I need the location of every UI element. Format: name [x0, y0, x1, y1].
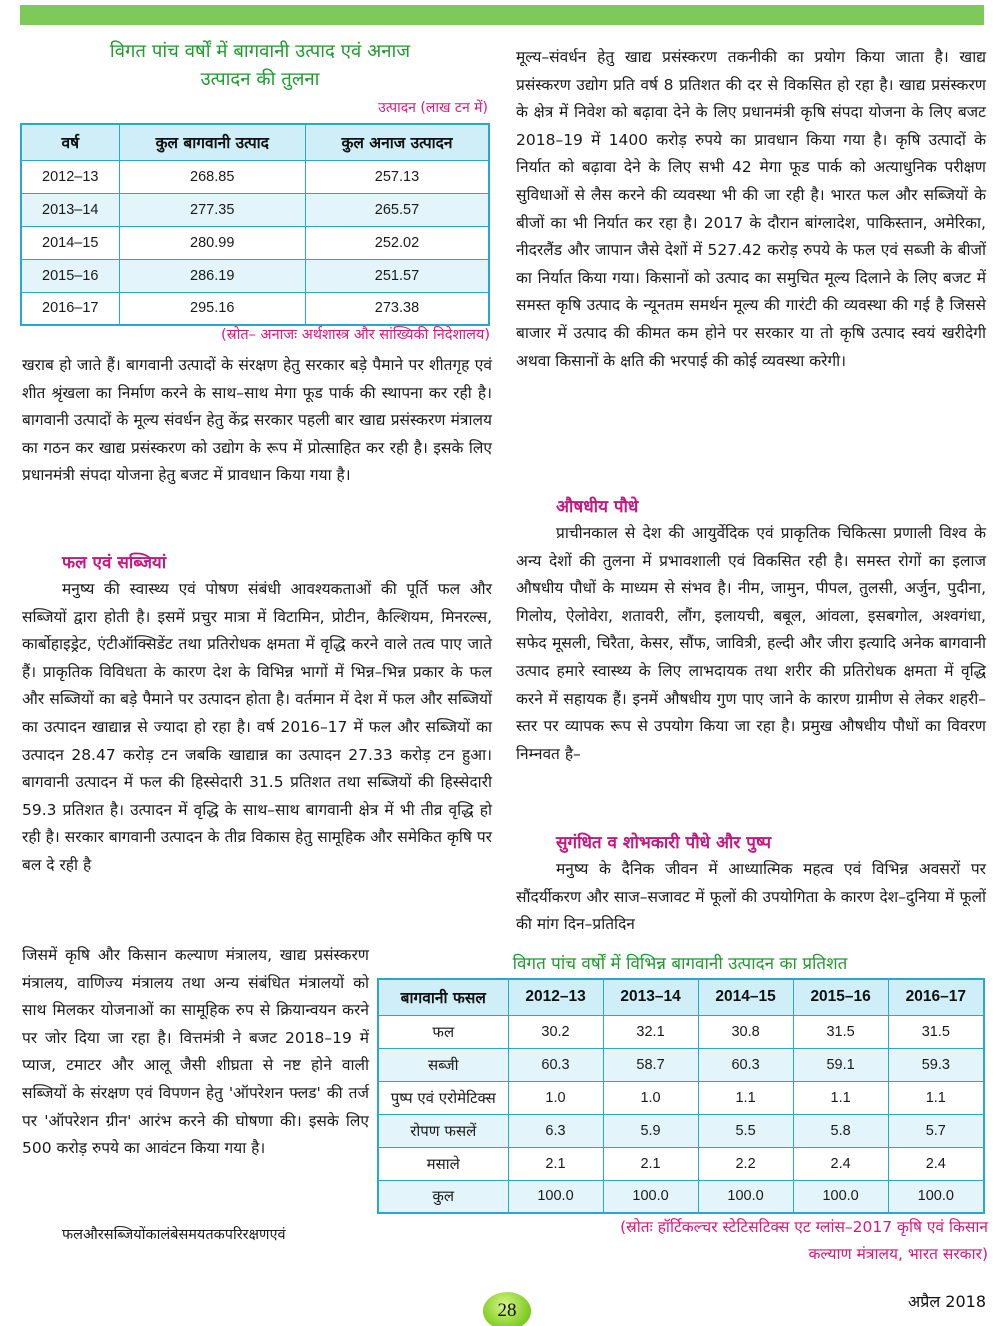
column-header: 2016–17 — [888, 979, 984, 1015]
table-cell: 2.1 — [508, 1147, 603, 1180]
right-paragraph-2: प्राचीनकाल से देश की आयुर्वेदिक एवं प्राकृतिक चिकित्सा प्रणाली विश्व के अन्य देशों की तुलना में प्रभावशाली एवं विकसित रही है। समस्त रोगों का इलाज औषधीय पौधों के माध्यम से संभव है। नीम, जामुन, पीपल, तुलसी, अर्जुन, पुदीना, गिलोय, ऐलोवेरा, शतावरी, लौंग, इलायची, बबूल, आंवला, इसबगोल, अश्वगंधा, सफेद मूसली, चिरैता, केसर, सौंफ, जावित्री, हल्दी और जीरा इत्यादि अनेक बागवानी उत्पाद हमारे स्वास्थ्य के लिए लाभदायक तथा शरीर की प्रतिरोधक क्षमता में वृद्धि करने में सहायक हैं। इनमें औषधीय गुण पाए जाने के कारण ग्रामीण से लेकर शहरी–स्तर पर व्यापक रूप से उपयोग किया जा रहा है। प्रमुख औषधीय पौधों का विवरण निम्नवत है– — [516, 524, 986, 763]
table-header-row — [378, 979, 984, 1015]
table-cell: 6.3 — [508, 1114, 603, 1147]
table-cell: 58.7 — [603, 1048, 698, 1081]
table-row — [21, 160, 489, 193]
table-cell: 2.2 — [698, 1147, 793, 1180]
page-number-badge: 28 — [483, 1292, 531, 1326]
table-cell: 2.4 — [888, 1147, 984, 1180]
table-cell: 60.3 — [508, 1048, 603, 1081]
table-cell: 2.1 — [603, 1147, 698, 1180]
table-cell: 5.5 — [698, 1114, 793, 1147]
table-row — [378, 1147, 984, 1180]
column-header: 2012–13 — [508, 979, 603, 1015]
table-row — [378, 1180, 984, 1213]
column-header: कुल बागवानी उत्पाद — [119, 124, 305, 160]
right-paragraph-1: मूल्य–संवर्धन हेतु खाद्य प्रसंस्करण तकनीकी का प्रयोग किया जाता है। खाद्य प्रसंस्करण उद्योग प्रति वर्ष 8 प्रतिशत की दर से विकसित हो रहा है। खाद्य प्रसंस्करण के क्षेत्र में निवेश को बढ़ावा देने के लिए प्रधानमंत्री कृषि संपदा योजना के लिए बजट 2018–19 में 1400 करोड़ रुपये का प्रावधान किया गया है। कृषि उत्पादों के निर्यात को बढ़ावा देने के लिए सभी 42 मेगा फूड पार्क को अत्याधुनिक परीक्षण सुविधाओं से लैस करने की व्यवस्था भी की जा रही है। भारत फल और सब्जियों के बीजों का भी निर्यात कर रहा है। 2017 के दौरान बांग्लादेश, पाकिस्तान, अमेरिका, नीदरलैंड और जापान जैसे देशों में 527.42 करोड़ रुपये के फल एवं सब्जी के बीजों का निर्यात किया गया। किसानों को उत्पाद का समुचित मूल्य दिलाने के लिए बजट में समस्त कृषि उत्पाद के न्यूनतम समर्थन मूल्य की गारंटी की व्यवस्था की गई है जिससे बाजार में उत्पाद की कीमत कम होने पर सरकार या तो कृषि उत्पाद स्वयं खरीदेगी अथवा किसानों के क्षति की भरपाई की कोई व्यवस्था करेगी। — [516, 48, 986, 370]
table2-source-line2: कल्याण मंत्रालय, भारत सरकार) — [808, 1245, 988, 1263]
table-cell: 2013–14 — [21, 193, 119, 226]
table-cell: 257.13 — [305, 160, 489, 193]
table1-title-line2: उत्पादन की तुलना — [200, 69, 320, 90]
table-cell: 100.0 — [793, 1180, 888, 1213]
table-cell: 100.0 — [508, 1180, 603, 1213]
table-row — [21, 259, 489, 292]
left-paragraph-3: फलऔरसब्जियोंकालंबेसमयतकपरिरक्षणएवं — [62, 1227, 286, 1243]
right-paragraph-3: मनुष्य के दैनिक जीवन में आध्यात्मिक महत्व एवं विभिन्न अवसरों पर सौंदर्यीकरण और साज–सजावट में फूलों की उपयोगिता के कारण देश–दुनिया में फूलों की मांग दिन–प्रतिदिन — [516, 860, 986, 934]
table-cell: 286.19 — [119, 259, 305, 292]
column-header: 2014–15 — [698, 979, 793, 1015]
table-cell: 31.5 — [793, 1015, 888, 1048]
heading-fruits-vegetables: फल एवं सब्जियां — [62, 553, 167, 573]
column-header: 2015–16 — [793, 979, 888, 1015]
table-cell: 30.8 — [698, 1015, 793, 1048]
table-cell: 30.2 — [508, 1015, 603, 1048]
table-cell: 280.99 — [119, 226, 305, 259]
table-cell: 252.02 — [305, 226, 489, 259]
table-cell: 2014–15 — [21, 226, 119, 259]
table-cell: 5.7 — [888, 1114, 984, 1147]
row-label: फल — [378, 1015, 508, 1048]
table-cell: 251.57 — [305, 259, 489, 292]
table-cell: 268.85 — [119, 160, 305, 193]
left-paragraph-2: मनुष्य की स्वास्थ्य एवं पोषण संबंधी आवश्यकताओं की पूर्ति फल और सब्जियों द्वारा होती है। इसमें प्रचुर मात्रा में विटामिन, प्रोटीन, कैल्शियम, मिनरल्स, कार्बोहाइड्रेट, एंटीऑक्सिडेंट तथा प्रतिरोधक क्षमता में वृद्धि करने वाले तत्व पाए जाते हैं। प्राकृतिक विविधता के कारण देश के विभिन्न भागों में भिन्न–भिन्न प्रकार के फल और सब्जियों का बड़े पैमाने पर उत्पादन होता है। वर्तमान में देश में फल और सब्जियों का उत्पादन खाद्यान्न से ज्यादा हो रहा है। वर्ष 2016–17 में फल और सब्जियों का उत्पादन 28.47 करोड़ टन जबकि खाद्यान्न का उत्पादन 27.33 करोड़ टन हुआ। बागवानी उत्पादन में फल की हिस्सेदारी 31.5 प्रतिशत तथा सब्जियों की हिस्सेदारी 59.3 प्रतिशत है। उत्पादन में वृद्धि के साथ–साथ बागवानी क्षेत्र में भी तीव्र वृद्धि हो रही है। सरकार बागवानी उत्पादन के तीव्र विकास हेतु सामूहिक और समेकित कृषि पर बल दे रही है — [22, 580, 492, 874]
column-header: 2013–14 — [603, 979, 698, 1015]
column-header: कुल अनाज उत्पादन — [305, 124, 489, 160]
table-cell: 1.0 — [508, 1081, 603, 1114]
left-paragraph-2-narrow: जिसमें कृषि और किसान कल्याण मंत्रालय, खाद्य प्रसंस्करण मंत्रालय, वाणिज्य मंत्रालय तथा अन्य संबंधित मंत्रालयों को साथ मिलकर योजनाओं का सामूहिक रुप से क्रियान्वयन करने पर जोर दिया जा रहा है। वित्तमंत्री ने बजट 2018–19 में प्याज, टमाटर और आलू जैसी शीघ्रता से नष्ट होने वाली सब्जियों के संरक्षण एवं विपणन हेतु 'ऑपरेशन फ्लड' की तर्ज पर 'ऑपरेशन ग्रीन' आरंभ करने की घोषणा की। इसके लिए 500 करोड़ रुपये का आवंटन किया गया है। — [22, 946, 369, 1158]
table-row — [378, 1048, 984, 1081]
table-cell: 2015–16 — [21, 259, 119, 292]
heading-medicinal-plants: औषधीय पौधे — [556, 497, 639, 517]
table-row — [378, 1081, 984, 1114]
table-row — [21, 226, 489, 259]
table-cell: 1.1 — [698, 1081, 793, 1114]
table-cell: 5.9 — [603, 1114, 698, 1147]
table1-title-line1: विगत पांच वर्षों में बागवानी उत्पाद एवं अनाज — [109, 41, 411, 62]
table-cell: 59.1 — [793, 1048, 888, 1081]
row-label: मसाले — [378, 1147, 508, 1180]
row-label: सब्जी — [378, 1048, 508, 1081]
table-row — [21, 193, 489, 226]
row-label: रोपण फसलें — [378, 1114, 508, 1147]
heading-aromatic-plants: सुगंधित व शोभकारी पौधे और पुष्प — [556, 833, 772, 853]
column-header: बागवानी फसल — [378, 979, 508, 1015]
left-paragraph-1: खराब हो जाते हैं। बागवानी उत्पादों के संरक्षण हेतु सरकार बड़े पैमाने पर शीतगृह एवं शीत श्रृंखला का निर्माण करने के साथ–साथ मेगा फूड पार्क की स्थापना कर रही है। बागवानी उत्पादों के मूल्य संवर्धन हेतु केंद्र सरकार पहली बार खाद्य प्रसंस्करण मंत्रालय का गठन कर खाद्य प्रसंस्करण को उद्योग के रूप में प्रोत्साहित कर रही है। इसके लिए प्रधानमंत्री संपदा योजना हेतु बजट में प्रावधान किया गया है। — [22, 356, 492, 485]
table-cell: 5.8 — [793, 1114, 888, 1147]
row-label: पुष्प एवं एरोमेटिक्स — [378, 1081, 508, 1114]
table-cell: 100.0 — [603, 1180, 698, 1213]
table-header-row — [21, 124, 489, 160]
table-cell: 1.1 — [793, 1081, 888, 1114]
table2-source — [440, 1214, 988, 1268]
table-cell: 60.3 — [698, 1048, 793, 1081]
table-cell: 2.4 — [793, 1147, 888, 1180]
table-cell: 100.0 — [698, 1180, 793, 1213]
table2-title: विगत पांच वर्षों में विभिन्न बागवानी उत्पादन का प्रतिशत — [512, 954, 848, 974]
table1-source: (स्रोत– अनाजः अर्थशास्त्र और सांख्यिकी निदेशालय) — [221, 327, 490, 343]
column-header: वर्ष — [21, 124, 119, 160]
table-cell: 100.0 — [888, 1180, 984, 1213]
table1-unit: उत्पादन (लाख टन में) — [378, 100, 488, 116]
table-cell: 1.0 — [603, 1081, 698, 1114]
table-horticulture-vs-grain — [20, 123, 490, 326]
table-cell: 265.57 — [305, 193, 489, 226]
issue-date: अप्रैल 2018 — [908, 1292, 986, 1311]
table-cell: 277.35 — [119, 193, 305, 226]
table-row — [378, 1015, 984, 1048]
table-cell: 2016–17 — [21, 292, 119, 325]
table-cell: 31.5 — [888, 1015, 984, 1048]
table-cell: 59.3 — [888, 1048, 984, 1081]
table-row — [378, 1114, 984, 1147]
table-cell: 32.1 — [603, 1015, 698, 1048]
header-bar — [20, 5, 984, 25]
table-horticulture-percentage — [377, 978, 985, 1214]
table-cell: 295.16 — [119, 292, 305, 325]
table2-source-line1: (स्रोतः हॉर्टिकल्चर स्टेटिसटिक्स एट ग्लांस–2017 कृषि एवं किसान — [620, 1218, 988, 1236]
table-cell: 1.1 — [888, 1081, 984, 1114]
table-cell: 2012–13 — [21, 160, 119, 193]
table-row — [21, 292, 489, 325]
table1-title — [40, 38, 480, 94]
row-label: कुल — [378, 1180, 508, 1213]
table-cell: 273.38 — [305, 292, 489, 325]
